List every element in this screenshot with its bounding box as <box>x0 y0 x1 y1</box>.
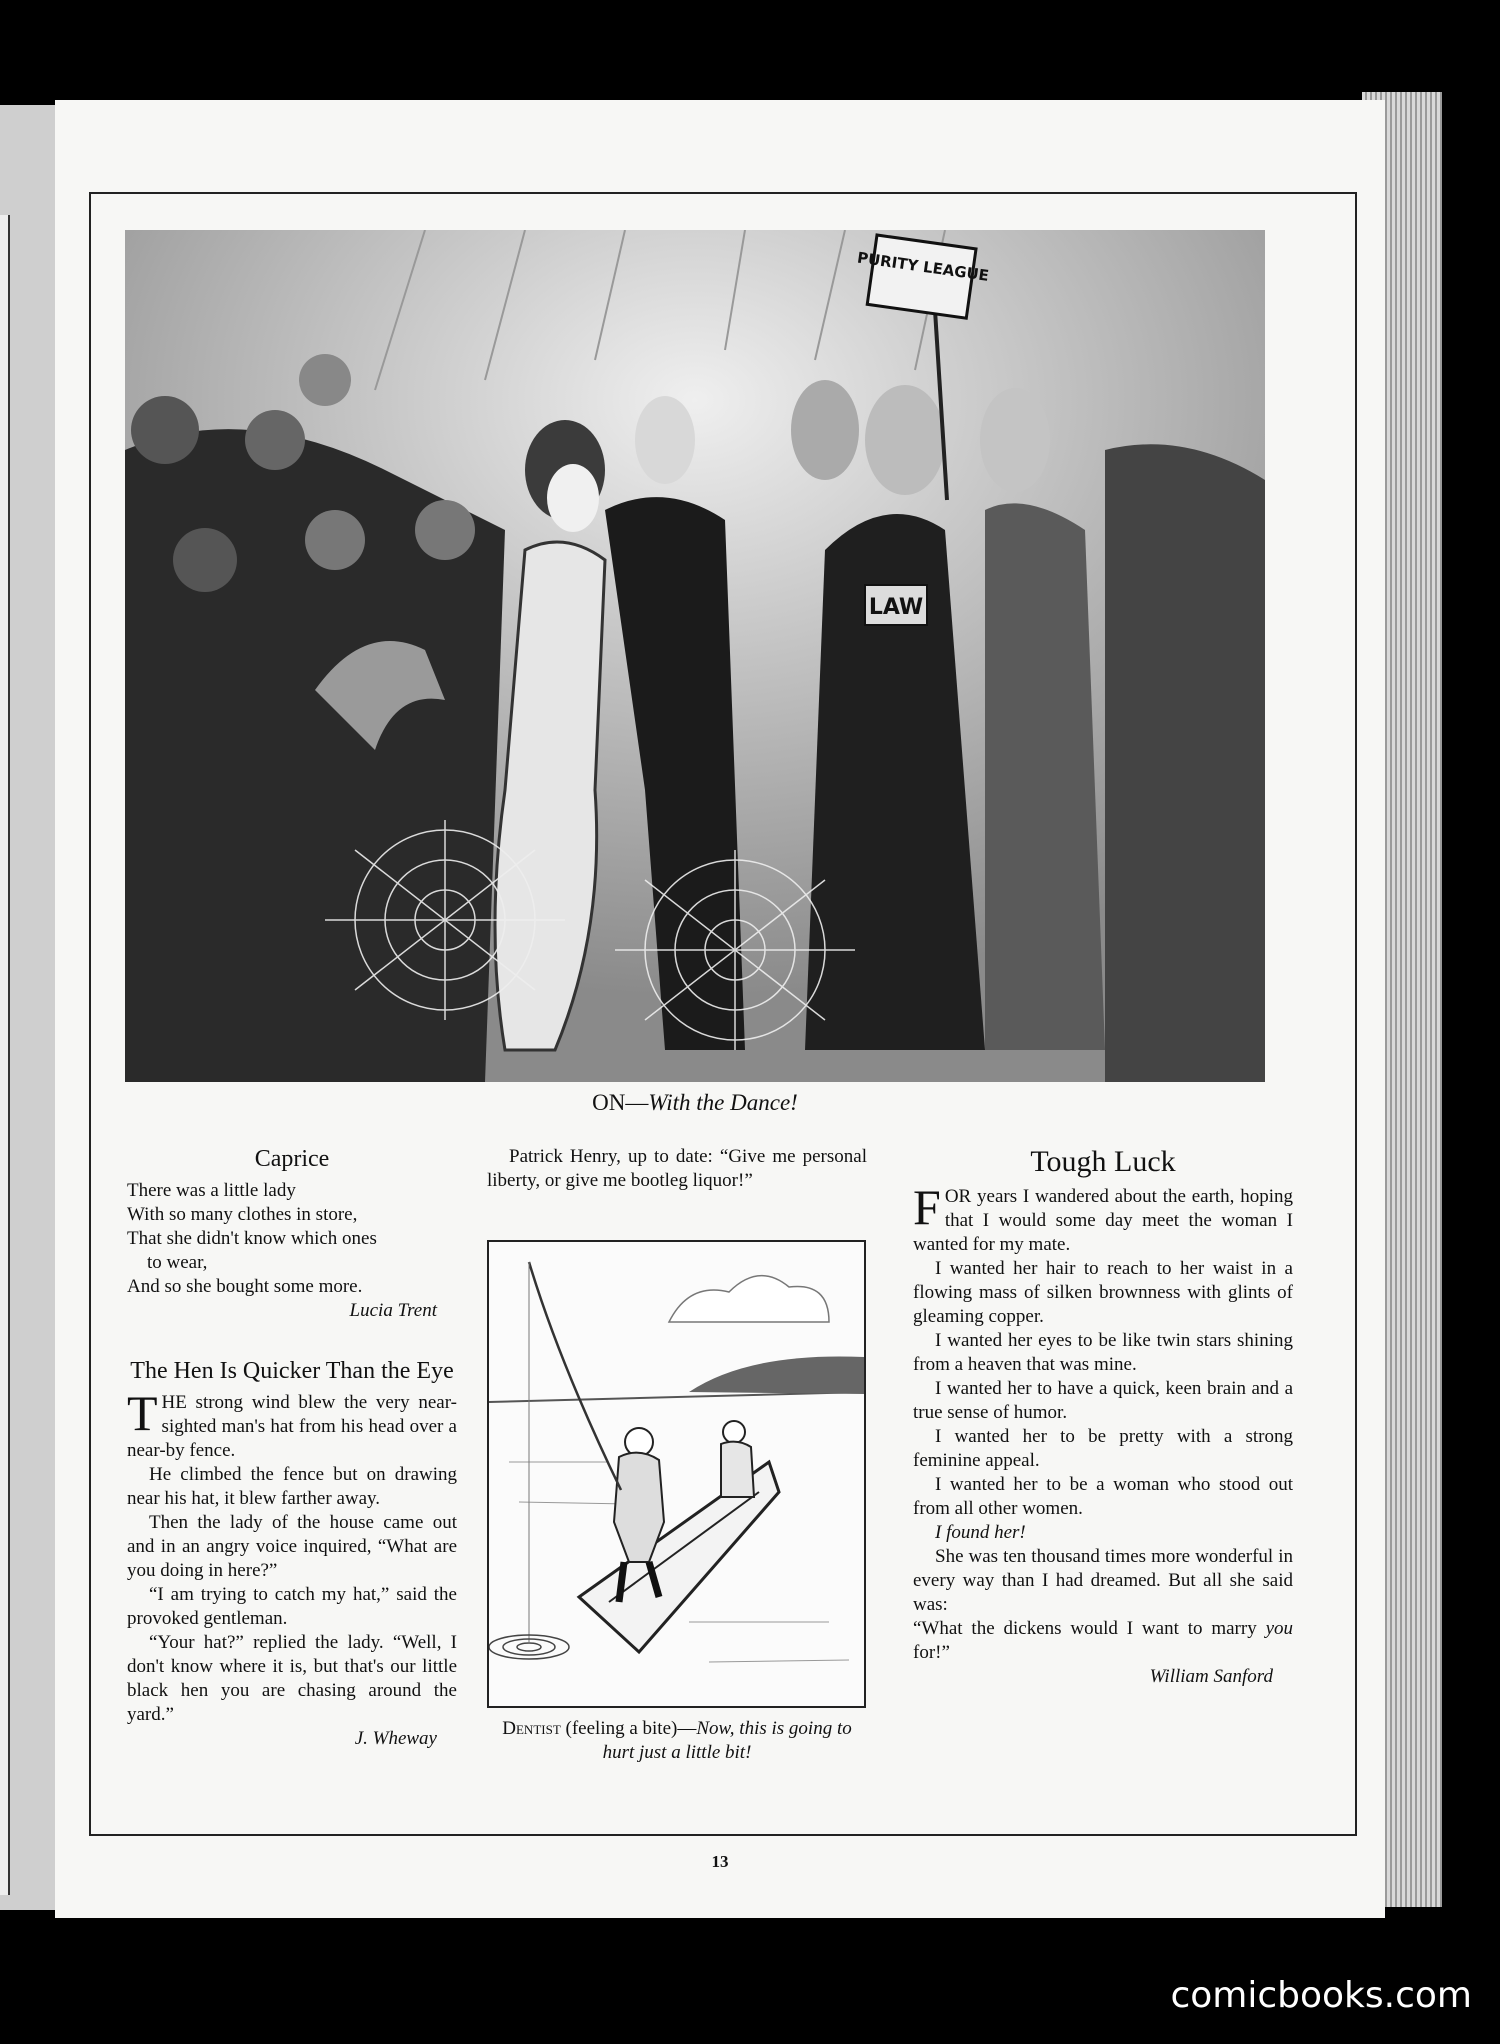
hen-paragraph: Then the lady of the house came out and in an angry voice inquired, “What are you doing in here?” <box>127 1512 457 1581</box>
hen-p1: strong wind blew the very near-sighted man's hat from his head over a near-by fence. <box>127 1392 457 1461</box>
caption-italic: With the Dance! <box>648 1090 798 1115</box>
tough-paragraph: I wanted her to be a woman who stood out from all other women. <box>913 1474 1293 1519</box>
dentist-lead: Dentist <box>502 1718 561 1739</box>
tough-dropcap: F <box>913 1179 941 1235</box>
poem-line: With so many clothes in store, <box>127 1204 358 1225</box>
hen-paragraph <box>127 1385 457 1463</box>
dentist-caption <box>487 1717 867 1765</box>
tough-paragraph: I wanted her to have a quick, keen brain and a true sense of humor. <box>913 1378 1293 1423</box>
tough-lead: OR <box>944 1186 972 1207</box>
tough-paragraph: I found her! <box>935 1522 1026 1543</box>
poem-line: There was a little lady <box>127 1180 296 1201</box>
purity-league-sign: PURITY LEAGUE <box>856 248 991 285</box>
right-column <box>913 1145 1293 1689</box>
hen-author: J. Wheway <box>354 1728 437 1749</box>
poem-line: And so she bought some more. <box>127 1276 363 1297</box>
tough-paragraph <box>913 1617 1293 1665</box>
magazine-page <box>55 100 1385 1918</box>
tough-paragraph: I wanted her to be pretty with a strong feminine appeal. <box>913 1426 1293 1471</box>
poem-line: to wear, <box>147 1252 208 1273</box>
poem-line: That she didn't know which ones <box>127 1228 377 1249</box>
tough-paragraph: I wanted her eyes to be like twin stars shining from a heaven that was mine. <box>913 1330 1293 1375</box>
caprice-poem <box>127 1179 457 1323</box>
tough-paragraph: She was ten thousand times more wonderful in every way than I had dreamed. But all she said was: <box>913 1546 1293 1615</box>
left-column <box>127 1145 457 1751</box>
hen-lead: HE <box>161 1392 187 1413</box>
tough-p1: years I wandered about the earth, hoping that I would some day meet the woman I wanted for my mate. <box>913 1186 1293 1255</box>
caprice-author: Lucia Trent <box>349 1300 437 1321</box>
hen-paragraph: He climbed the fence but on drawing near his hat, it blew farther away. <box>127 1464 457 1509</box>
hen-paragraph: “I am trying to catch my hat,” said the provoked gentleman. <box>127 1584 457 1629</box>
hen-dropcap: T <box>127 1385 158 1441</box>
dentist-italic: Now, this is going to hurt just a little bit! <box>602 1718 852 1763</box>
hen-title: The Hen Is Quicker Than the Eye <box>130 1358 454 1384</box>
tough-p9c: for!” <box>913 1642 950 1663</box>
tough-author: William Sanford <box>1149 1666 1273 1687</box>
watermark: comicbooks.com <box>1170 1975 1472 2016</box>
tough-luck-title: Tough Luck <box>1030 1145 1176 1178</box>
dentist-mid: (feeling a bite)— <box>560 1718 697 1739</box>
fishing-dentist-illustration <box>487 1240 866 1708</box>
middle-column <box>487 1145 867 1193</box>
page-number: 13 <box>711 1852 729 1871</box>
caption-lead: ON— <box>592 1090 649 1115</box>
tough-paragraph: I wanted her hair to reach to her waist in a flowing mass of silken brownness with glints of gleaming copper. <box>913 1258 1293 1327</box>
tough-p9a: “What the dickens would I want to marry <box>913 1618 1266 1639</box>
top-illustration-caption <box>125 1090 1265 1116</box>
patrick-henry-joke: Patrick Henry, up to date: “Give me personal liberty, or give me bootleg liquor!” <box>487 1146 867 1191</box>
law-label: LAW <box>868 595 924 620</box>
tough-p9b: you <box>1265 1618 1293 1639</box>
adjacent-page-edge <box>0 105 58 1910</box>
hen-paragraph: “Your hat?” replied the lady. “Well, I don't know where it is, but that's our little black hen you are chasing around the yard.” <box>127 1632 457 1725</box>
caprice-title: Caprice <box>254 1146 330 1172</box>
dance-illustration <box>125 230 1265 1082</box>
tough-paragraph <box>913 1179 1293 1257</box>
